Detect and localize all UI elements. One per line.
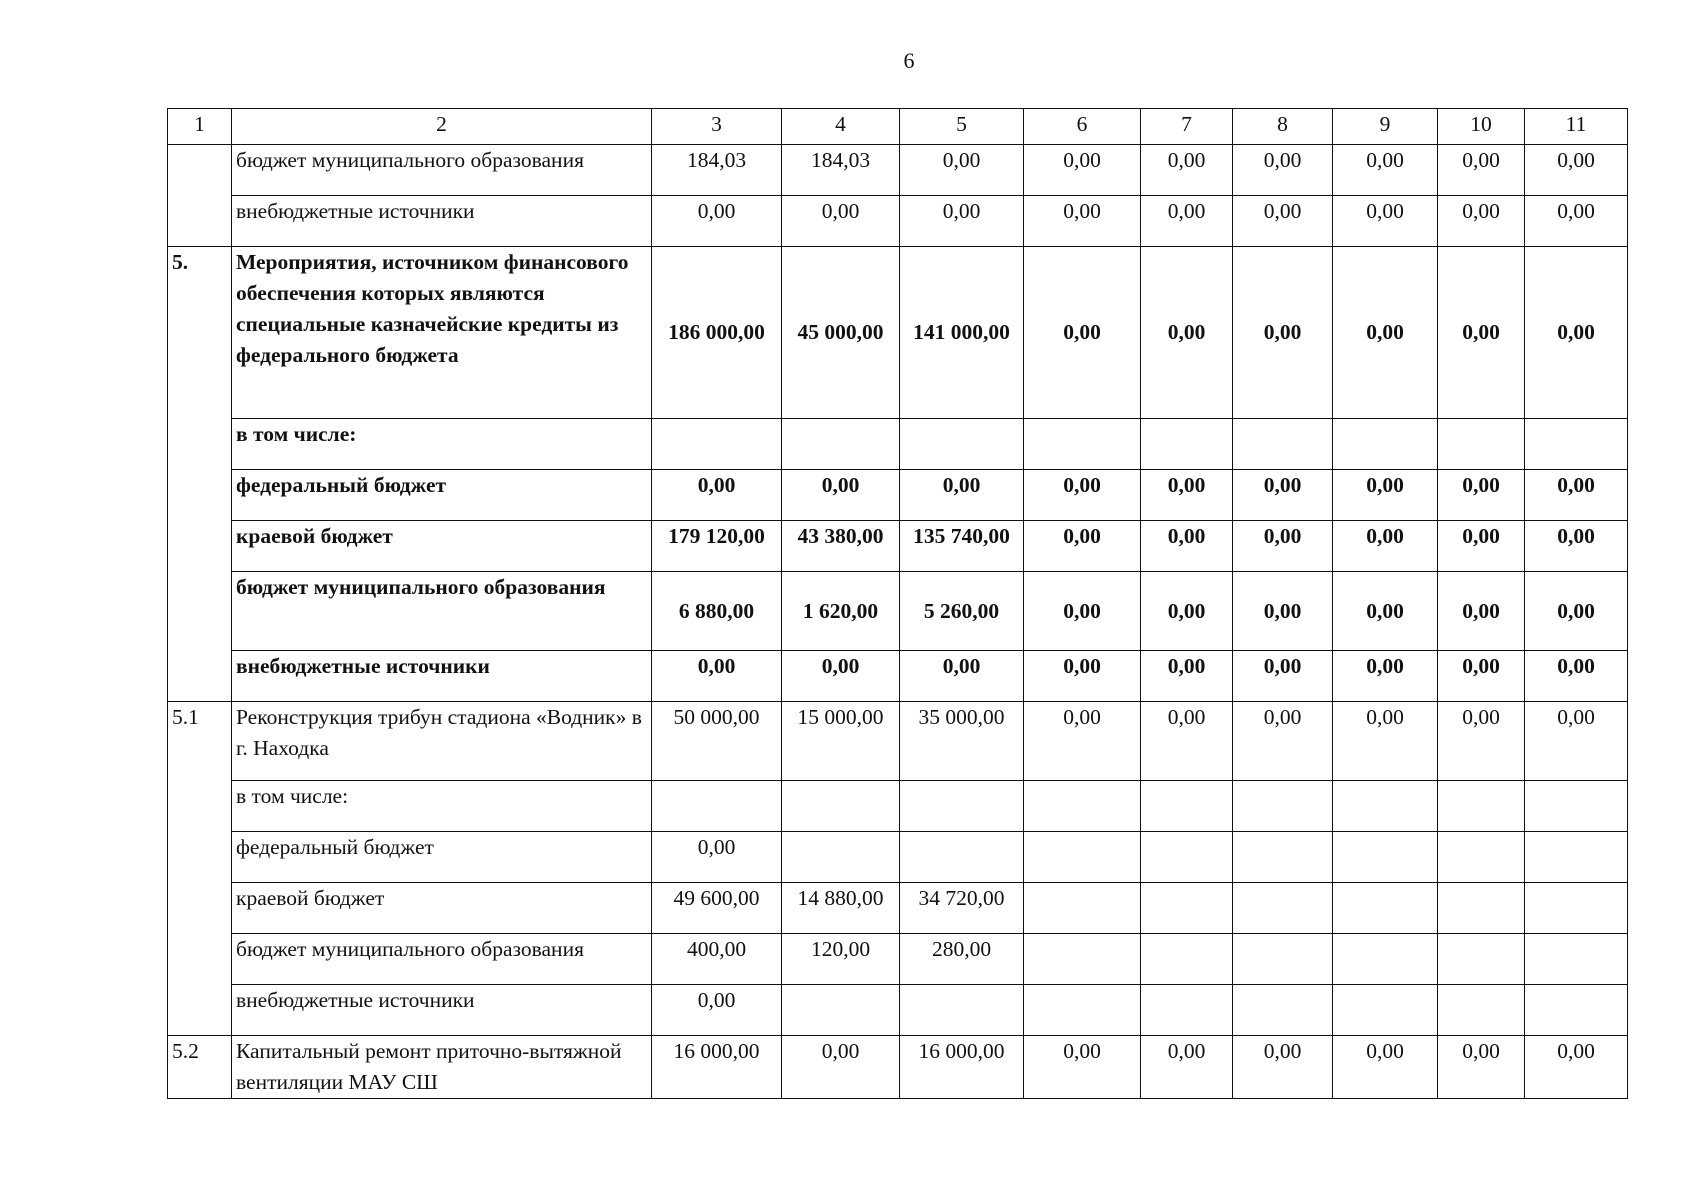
value-cell: 0,00 xyxy=(1141,247,1233,419)
value-cell xyxy=(652,781,782,832)
value-cell: 0,00 xyxy=(1024,247,1141,419)
value-cell xyxy=(1233,934,1333,985)
page-number: 6 xyxy=(903,48,915,73)
value-cell: 0,00 xyxy=(1141,196,1233,247)
table-row xyxy=(168,419,1628,470)
value-cell xyxy=(1024,934,1141,985)
value-cell: 0,00 xyxy=(1525,196,1628,247)
table-row xyxy=(168,934,1628,985)
value-cell: 0,00 xyxy=(652,832,782,883)
value-cell: 120,00 xyxy=(782,934,900,985)
value-cell xyxy=(1141,883,1233,934)
value-cell xyxy=(1525,832,1628,883)
value-cell: 0,00 xyxy=(1024,521,1141,572)
value-cell xyxy=(1525,883,1628,934)
value-cell xyxy=(782,985,900,1036)
row-index xyxy=(168,419,232,470)
value-cell: 184,03 xyxy=(782,145,900,196)
value-cell xyxy=(900,832,1024,883)
table-row xyxy=(168,470,1628,521)
value-cell xyxy=(1024,883,1141,934)
value-cell: 0,00 xyxy=(782,196,900,247)
value-cell: 0,00 xyxy=(1024,1036,1141,1099)
table-header-row xyxy=(168,109,1628,145)
value-cell xyxy=(1525,985,1628,1036)
value-cell: 0,00 xyxy=(652,196,782,247)
row-index xyxy=(168,883,232,934)
value-cell: 43 380,00 xyxy=(782,521,900,572)
column-header: 11 xyxy=(1525,109,1628,145)
value-cell xyxy=(1141,934,1233,985)
value-cell: 0,00 xyxy=(1024,470,1141,521)
value-cell xyxy=(1333,832,1438,883)
budget-table xyxy=(167,108,1628,1099)
value-cell: 0,00 xyxy=(1333,196,1438,247)
row-index xyxy=(168,781,232,832)
row-label: бюджет муниципального образования xyxy=(232,572,652,651)
value-cell: 179 120,00 xyxy=(652,521,782,572)
value-cell: 0,00 xyxy=(1525,521,1628,572)
value-cell xyxy=(1333,419,1438,470)
value-cell: 0,00 xyxy=(1525,1036,1628,1099)
value-cell: 0,00 xyxy=(1233,247,1333,419)
value-cell xyxy=(1141,419,1233,470)
value-cell: 0,00 xyxy=(900,196,1024,247)
row-index: 5. xyxy=(168,247,232,419)
value-cell: 0,00 xyxy=(1438,521,1525,572)
value-cell: 0,00 xyxy=(1525,470,1628,521)
row-index xyxy=(168,934,232,985)
row-label: в том числе: xyxy=(232,419,652,470)
value-cell xyxy=(1141,985,1233,1036)
value-cell: 0,00 xyxy=(1438,145,1525,196)
value-cell xyxy=(1333,934,1438,985)
row-label: Мероприятия, источником финансового обеспечения которых являются специальные казначейские кредиты из федерального бюджета xyxy=(232,247,652,419)
value-cell xyxy=(1525,419,1628,470)
value-cell xyxy=(1333,781,1438,832)
value-cell xyxy=(1024,781,1141,832)
value-cell: 0,00 xyxy=(900,145,1024,196)
value-cell: 0,00 xyxy=(652,651,782,702)
column-header: 10 xyxy=(1438,109,1525,145)
value-cell xyxy=(652,419,782,470)
row-label: федеральный бюджет xyxy=(232,470,652,521)
value-cell: 0,00 xyxy=(1438,1036,1525,1099)
value-cell: 5 260,00 xyxy=(900,572,1024,651)
value-cell: 34 720,00 xyxy=(900,883,1024,934)
value-cell: 6 880,00 xyxy=(652,572,782,651)
value-cell xyxy=(1438,883,1525,934)
table-row xyxy=(168,651,1628,702)
value-cell: 0,00 xyxy=(1024,572,1141,651)
value-cell: 0,00 xyxy=(1141,702,1233,781)
value-cell: 35 000,00 xyxy=(900,702,1024,781)
value-cell xyxy=(1233,832,1333,883)
column-header: 9 xyxy=(1333,109,1438,145)
value-cell: 0,00 xyxy=(900,470,1024,521)
value-cell: 0,00 xyxy=(1525,145,1628,196)
value-cell xyxy=(1233,781,1333,832)
value-cell: 0,00 xyxy=(652,985,782,1036)
value-cell xyxy=(782,419,900,470)
table-row xyxy=(168,521,1628,572)
value-cell xyxy=(1438,934,1525,985)
row-label: бюджет муниципального образования xyxy=(232,934,652,985)
row-label: краевой бюджет xyxy=(232,883,652,934)
value-cell: 0,00 xyxy=(1333,702,1438,781)
value-cell: 0,00 xyxy=(1233,1036,1333,1099)
table-row xyxy=(168,985,1628,1036)
row-index xyxy=(168,145,232,196)
value-cell: 0,00 xyxy=(1333,247,1438,419)
value-cell: 0,00 xyxy=(1333,470,1438,521)
value-cell xyxy=(1438,419,1525,470)
table-row xyxy=(168,702,1628,781)
value-cell xyxy=(1525,934,1628,985)
row-index xyxy=(168,470,232,521)
row-index: 5.2 xyxy=(168,1036,232,1099)
value-cell: 16 000,00 xyxy=(652,1036,782,1099)
value-cell: 49 600,00 xyxy=(652,883,782,934)
table-row xyxy=(168,572,1628,651)
value-cell xyxy=(1141,832,1233,883)
column-header: 1 xyxy=(168,109,232,145)
row-label: внебюджетные источники xyxy=(232,196,652,247)
row-index xyxy=(168,651,232,702)
table-row xyxy=(168,1036,1628,1099)
value-cell: 14 880,00 xyxy=(782,883,900,934)
table-row xyxy=(168,832,1628,883)
row-label: федеральный бюджет xyxy=(232,832,652,883)
row-label: в том числе: xyxy=(232,781,652,832)
value-cell xyxy=(1333,883,1438,934)
value-cell: 0,00 xyxy=(1141,470,1233,521)
value-cell: 0,00 xyxy=(1233,651,1333,702)
table-row xyxy=(168,145,1628,196)
table-row xyxy=(168,781,1628,832)
value-cell: 0,00 xyxy=(1333,145,1438,196)
value-cell xyxy=(1233,419,1333,470)
value-cell: 0,00 xyxy=(652,470,782,521)
column-header: 4 xyxy=(782,109,900,145)
value-cell: 0,00 xyxy=(782,651,900,702)
value-cell: 0,00 xyxy=(1333,572,1438,651)
value-cell: 1 620,00 xyxy=(782,572,900,651)
value-cell: 0,00 xyxy=(1024,702,1141,781)
value-cell: 0,00 xyxy=(1438,470,1525,521)
value-cell: 0,00 xyxy=(782,470,900,521)
value-cell: 0,00 xyxy=(1438,651,1525,702)
value-cell xyxy=(1024,832,1141,883)
row-label: краевой бюджет xyxy=(232,521,652,572)
value-cell xyxy=(1233,985,1333,1036)
value-cell: 16 000,00 xyxy=(900,1036,1024,1099)
row-label: Капитальный ремонт приточно-вытяжной вентиляции МАУ СШ xyxy=(232,1036,652,1099)
table-row xyxy=(168,247,1628,419)
value-cell: 0,00 xyxy=(782,1036,900,1099)
value-cell: 186 000,00 xyxy=(652,247,782,419)
value-cell xyxy=(900,781,1024,832)
value-cell: 0,00 xyxy=(1024,651,1141,702)
value-cell: 15 000,00 xyxy=(782,702,900,781)
value-cell: 280,00 xyxy=(900,934,1024,985)
value-cell xyxy=(782,781,900,832)
value-cell: 0,00 xyxy=(1141,572,1233,651)
value-cell: 0,00 xyxy=(1438,247,1525,419)
value-cell: 0,00 xyxy=(1141,145,1233,196)
value-cell xyxy=(1525,781,1628,832)
table-row xyxy=(168,196,1628,247)
value-cell xyxy=(1024,985,1141,1036)
value-cell xyxy=(1024,419,1141,470)
value-cell: 0,00 xyxy=(1233,145,1333,196)
value-cell: 0,00 xyxy=(1141,1036,1233,1099)
value-cell: 0,00 xyxy=(1233,702,1333,781)
value-cell xyxy=(1141,781,1233,832)
value-cell: 141 000,00 xyxy=(900,247,1024,419)
value-cell xyxy=(1233,883,1333,934)
value-cell xyxy=(1333,985,1438,1036)
row-index xyxy=(168,832,232,883)
row-index: 5.1 xyxy=(168,702,232,781)
value-cell xyxy=(1438,985,1525,1036)
value-cell: 0,00 xyxy=(1525,651,1628,702)
value-cell: 400,00 xyxy=(652,934,782,985)
value-cell: 184,03 xyxy=(652,145,782,196)
value-cell: 0,00 xyxy=(1333,1036,1438,1099)
row-label: внебюджетные источники xyxy=(232,651,652,702)
table-row xyxy=(168,883,1628,934)
column-header: 3 xyxy=(652,109,782,145)
value-cell: 0,00 xyxy=(1438,702,1525,781)
value-cell xyxy=(1438,781,1525,832)
value-cell xyxy=(782,832,900,883)
value-cell: 0,00 xyxy=(1233,470,1333,521)
value-cell: 0,00 xyxy=(1024,196,1141,247)
value-cell: 0,00 xyxy=(1333,651,1438,702)
value-cell: 0,00 xyxy=(1233,521,1333,572)
value-cell: 0,00 xyxy=(1438,196,1525,247)
value-cell: 50 000,00 xyxy=(652,702,782,781)
row-label: бюджет муниципального образования xyxy=(232,145,652,196)
row-index xyxy=(168,985,232,1036)
value-cell: 0,00 xyxy=(1141,521,1233,572)
value-cell: 135 740,00 xyxy=(900,521,1024,572)
row-index xyxy=(168,572,232,651)
column-header: 7 xyxy=(1141,109,1233,145)
column-header: 6 xyxy=(1024,109,1141,145)
column-header: 5 xyxy=(900,109,1024,145)
row-label: Реконструкция трибун стадиона «Водник» в г. Находка xyxy=(232,702,652,781)
value-cell: 0,00 xyxy=(1525,247,1628,419)
value-cell: 0,00 xyxy=(1233,572,1333,651)
value-cell xyxy=(1438,832,1525,883)
row-index xyxy=(168,521,232,572)
value-cell: 0,00 xyxy=(1024,145,1141,196)
value-cell: 0,00 xyxy=(1333,521,1438,572)
value-cell: 0,00 xyxy=(1525,572,1628,651)
row-index xyxy=(168,196,232,247)
value-cell: 0,00 xyxy=(1233,196,1333,247)
value-cell xyxy=(900,985,1024,1036)
row-label: внебюджетные источники xyxy=(232,985,652,1036)
value-cell: 0,00 xyxy=(900,651,1024,702)
value-cell: 45 000,00 xyxy=(782,247,900,419)
value-cell: 0,00 xyxy=(1438,572,1525,651)
column-header: 8 xyxy=(1233,109,1333,145)
value-cell: 0,00 xyxy=(1525,702,1628,781)
column-header: 2 xyxy=(232,109,652,145)
value-cell: 0,00 xyxy=(1141,651,1233,702)
value-cell xyxy=(900,419,1024,470)
